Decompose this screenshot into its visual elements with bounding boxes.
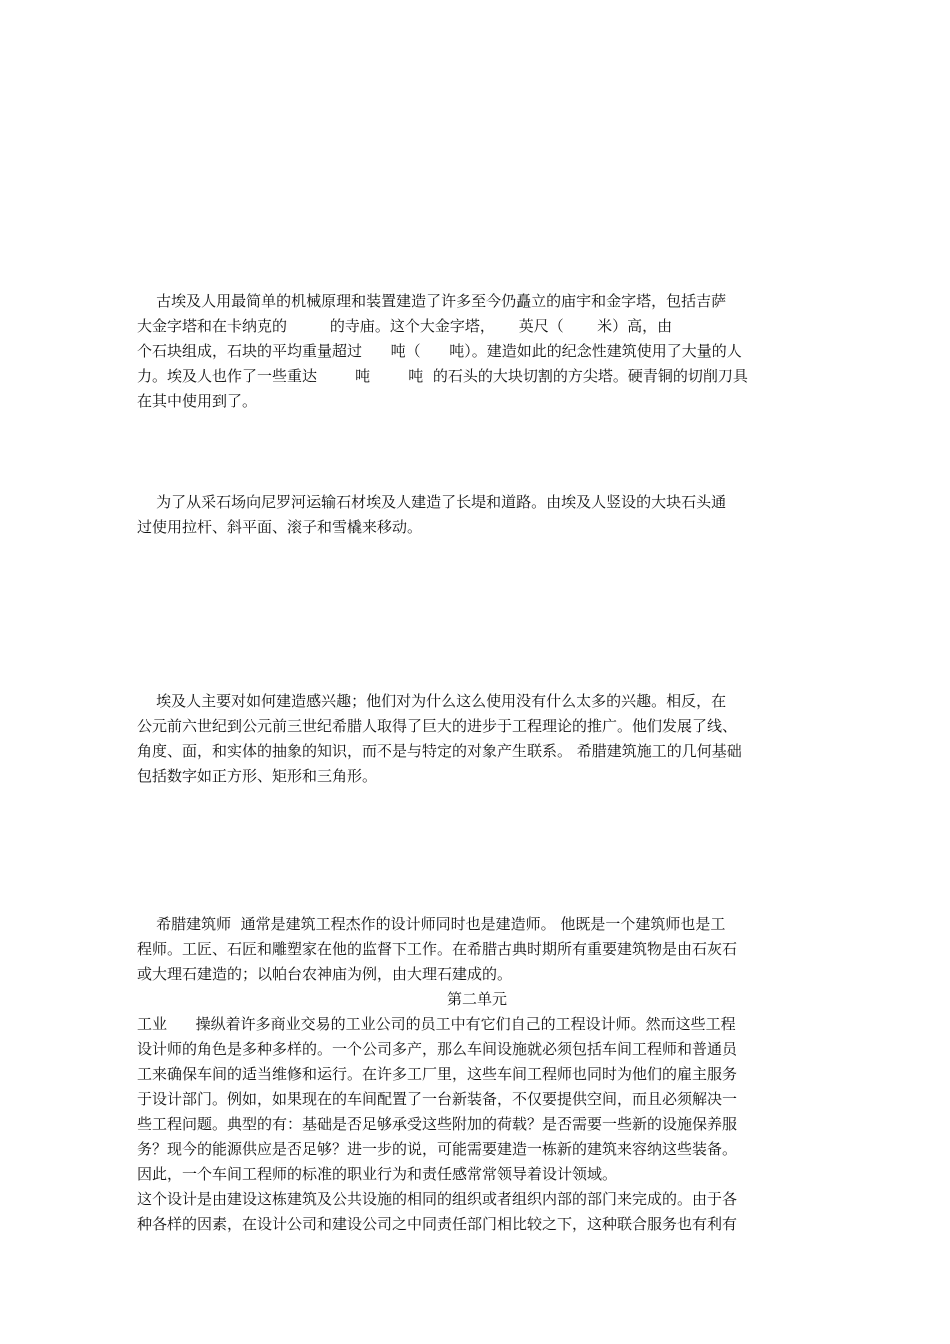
paragraph-1-line-1: 古埃及人用最简单的机械原理和装置建造了许多至今仍矗立的庙宇和金字塔，包括吉萨: [137, 292, 727, 310]
unit-paragraph-1-line-1: 工业 操纵着许多商业交易的工业公司的员工中有它们自己的工程设计师。然而这些工程: [137, 1015, 736, 1033]
paragraph-4-line-2: 程师。工匠、石匠和雕塑家在他的监督下工作。在希腊古典时期所有重要建筑物是由石灰石: [137, 940, 738, 958]
paragraph-1-line-2: 大金字塔和在卡纳克的 的寺庙。这个大金字塔， 英尺（ 米）高，由: [137, 317, 673, 335]
paragraph-3-line-4: 包括数字如正方形、矩形和三角形。: [137, 767, 378, 785]
unit-paragraph-2-line-2: 种各样的因素，在设计公司和建设公司之中同责任部门相比较之下，这种联合服务也有利有: [137, 1215, 738, 1233]
unit-paragraph-1-line-7: 因此，一个车间工程师的标准的职业行为和责任感常常领导着设计领域。: [137, 1165, 618, 1183]
unit-paragraph-1-line-4: 于设计部门。例如，如果现在的车间配置了一台新装备，不仅要提供空间，而且必须解决一: [137, 1090, 738, 1108]
unit-paragraph-1-line-2: 设计师的角色是多种多样的。一个公司多产，那么车间设施就必须包括车间工程师和普通员: [137, 1040, 738, 1058]
paragraph-1-line-4: 力。埃及人也作了一些重达 吨 吨 的石头的大块切割的方尖塔。硬青铜的切削刀具: [137, 367, 748, 385]
unit-paragraph-2-line-1: 这个设计是由建设这栋建筑及公共设施的相同的组织或者组织内部的部门来完成的。由于各: [137, 1190, 738, 1208]
unit-paragraph-1-line-6: 务？现今的能源供应是否足够？进一步的说，可能需要建造一栋新的建筑来容纳这些装备。: [137, 1140, 738, 1158]
paragraph-4-line-3: 或大理石建造的；以帕台农神庙为例，由大理石建成的。: [137, 965, 513, 983]
paragraph-1-line-3: 个石块组成，石块的平均重量超过 吨（ 吨）。建造如此的纪念性建筑使用了大量的人: [137, 342, 742, 360]
paragraph-3-line-1: 埃及人主要对如何建造感兴趣；他们对为什么这么使用没有什么太多的兴趣。相反，在: [137, 692, 727, 710]
paragraph-3-line-3: 角度、面，和实体的抽象的知识，而不是与特定的对象产生联系。 希腊建筑施工的几何基础: [137, 742, 742, 760]
unit-heading: 第二单元: [446, 990, 507, 1008]
paragraph-2-line-1: 为了从采石场向尼罗河运输石材埃及人建造了长堤和道路。由埃及人竖设的大块石头通: [137, 493, 727, 511]
paragraph-1-line-5: 在其中使用到了。: [137, 392, 258, 410]
paragraph-4-line-1: 希腊建筑师 通常是建筑工程杰作的设计师同时也是建造师。 他既是一个建筑师也是工: [137, 915, 726, 933]
paragraph-2-line-2: 过使用拉杆、斜平面、滚子和雪橇来移动。: [137, 518, 423, 536]
unit-paragraph-1-line-3: 工来确保车间的适当维修和运行。在许多工厂里，这些车间工程师也同时为他们的雇主服务: [137, 1065, 738, 1083]
unit-paragraph-1-line-5: 些工程问题。典型的有：基础是否足够承受这些附加的荷载？是否需要一些新的设施保养服: [137, 1115, 738, 1133]
paragraph-3-line-2: 公元前六世纪到公元前三世纪希腊人取得了巨大的进步于工程理论的推广。他们发展了线、: [137, 717, 738, 735]
